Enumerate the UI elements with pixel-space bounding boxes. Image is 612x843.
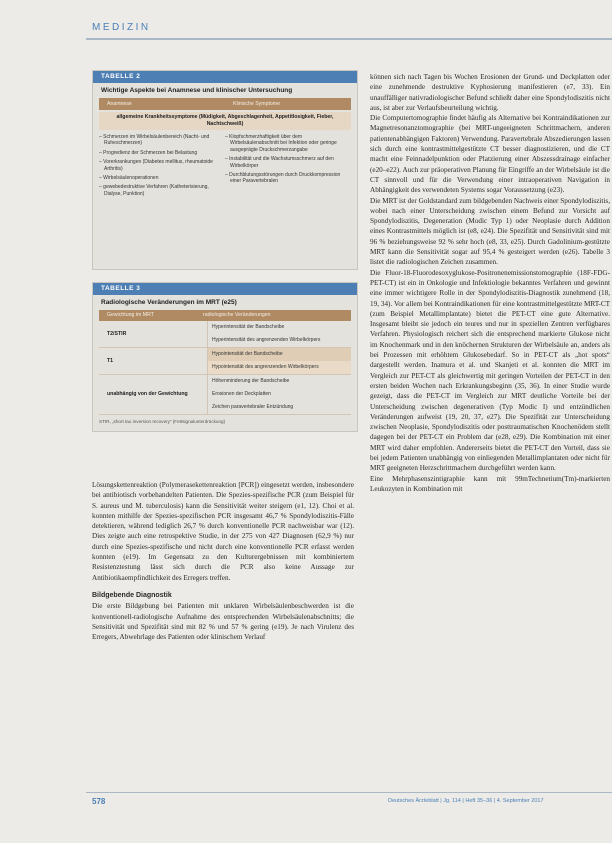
paragraph: Die erste Bildgebung bei Patienten mit unklaren Wirbelsäulenbeschwerden ist die konventionell-radiologische Aufnahme des entsprechenden Wirbelsäulenabschnitts; die Sensitivität und Spezifität sind mit 82 % und 57 % gering (e19). Je nach Virulenz des Erregers, Abwehrlage des Patienten oder klinischem Verlauf [92, 602, 354, 642]
list-item: – Instabilität und die Wachstumsschmerz auf den Wirbelkörper [225, 156, 347, 169]
paragraph: Die MRT ist der Goldstandard zum bildgebenden Nachweis einer Spondylodiszitis, wobei nach einer Unterscheidung zwischen einem Befund zur Vorsicht auf Spondylodiszitis, Degeneration (Modic Typ 1) oder Neoplasie durch Addition eines Kontrastmittels möglich ist (e8, e24). Die Spezifität und Sensitivität sind mit 96 % beziehungsweise 92 % sehr hoch (e8, 33, e25). Durch Gadolinium-gestützte MRT kann die Sensitivität sogar auf 95,4 % gesteigert werden (e26). Tabelle 3 listet die radiologischen Zeichen zusammen. [370, 196, 610, 267]
footer-rule [86, 792, 612, 793]
journal-citation: Deutsches Ärzteblatt | Jg. 114 | Heft 35–36 | 4. September 2017 [388, 798, 544, 804]
paragraph: Eine Mehrphasenszintigraphie kann mit 99mTechnetium(Tm)-markierten Leukozyten in Kombination mit [370, 474, 610, 493]
table-2-title: Wichtige Aspekte bei Anamnese und klinischer Untersuchung [101, 87, 293, 94]
table-row [99, 348, 351, 375]
table-row [99, 321, 351, 348]
list-item: – Schmerzen im Wirbelsäulenbereich (Nacht- und Ruheschmerzen) [99, 134, 221, 147]
list-item: – Wirbelsäulenoperationen [99, 175, 221, 181]
table-2-label: TABELLE 2 [93, 71, 357, 83]
section-label: MEDIZIN [92, 22, 151, 33]
group-label: T2/STIR [107, 330, 127, 337]
table-cell: Erosionen der Deckplatten [207, 388, 351, 401]
paragraph: Die Fluor-18-Fluorodesoxyglukose-Positronenemissionstomographie (18F-FDG-PET-CT) ist ein in Onkologie und Infektiologie bekanntes Verfahren und gewinnt eine immer wichtigere Rolle in der Spondylodiszitis-Diagnostik zunehmend (18, 19, 34). Vor allem bei Kontraindikationen für eine kontrastmittelgestützte MRT-CT (zum Beispiel Metallimplantate) bietet die PET-CT eine gute Alternative. Insgesamt bleibt sie jedoch ein teures und nur in speziellen Zentren verfügbares Verfahren. Physiologisch reichert sich die entsprechend markierte Glukose nicht im Knochenmark und in den knöchernen Strukturen der Wirbelsäule an, anders als bei Prozessen mit erhöhtem Glukosebedarf. So in PET-CT als „hot spots“ dargestellt werden. Inamura et al. und Skanjeti et al. konnten die MRT im Vergleich zur PET-CT als gleichwertig mit geringen Vorteilen der PET-CT in den ersten beiden Wochen nach Erkrankungsbeginn (35, 36). In einer Studie wurde gezeigt, dass die PET-CT im Vergleich zur MRT deutliche Vorteile bei der Unterscheidung zwischen degenerativen (Typ Modic I) und entzündlichen Veränderungen aufweist (19, 20, 37, e27). Die Spezifität zur Unterscheidung zwischen Neoplasie, Spondylodiszitis oder posttraumatischen Knochenödem stellt dagegen bei der PET-CT ein Problem dar (e28, e29). Die Kombination mit einer MRT wird daher empfohlen. Andererseits bietet die PET-CT den Vorteil, dass sie bei jedem Patienten unabhängig von einliegenden Metallimplantaten oder nicht für MRT geeigneten Herzschrittmachern durchgeführt werden kann. [370, 268, 610, 473]
table-2-header [99, 98, 351, 110]
paragraph: können sich nach Tagen bis Wochen Erosionen der Grund- und Deckplatten oder eine zunehmende destruktive Kyphosierung manifestieren (e7, 33). Ein unauffälliger nativradiologischer Befund schließt daher eine Spondylodiszitis nicht aus, ist aber zur Verlaufsbeurteilung wichtig. [370, 73, 610, 112]
page-number: 578 [92, 797, 106, 806]
table-2-body [99, 134, 351, 200]
table-cell: Hyperintensität des angrenzenden Wirbelkörpers [207, 334, 351, 347]
table-cell: Höhenminderung der Bandscheibe [207, 375, 351, 388]
table-2 [92, 70, 358, 270]
paragraph: Die Computertomographie findet häufig als Alternative bei Kontraindikationen zur Magnetresonanztomographie (bei MRT-ungeeigneten Schrittmachern, anderen patientenabhängigen Faktoren) Verwendung. Paravertebrale Abszedierungen lassen sich durch eine kontrastmittelgestützte CT besser diagnostizieren, und die CT macht eine Feinnadelpunktion oder Platzierung einer Abszessdrainage einfacher (e20–e22). Auch zur präoperativen Planung für Eingriffe an der Wirbelsäule ist die CT sinnvoll und für die Verwendung einer intraoperativen Navigation in Abhängigkeit des verwendeten Systems sogar Voraussetzung (e23). [370, 114, 610, 195]
header-rule [86, 38, 612, 40]
subheading: Bildgebende Diagnostik [92, 591, 172, 599]
paragraph: Lösungskettenreaktion (Polymerasekettenreaktion [PCR]) eingesetzt werden, insbesondere bei antibiotisch vorbehandelten Patienten. Die Spezies-spezifische PCR (zum Beispiel für S. aureus und M. tuberculosis) kann die Sensitivität weiter steigern (e1, 12). Choi et al. konnten mithilfe der Spezies-spezifischen PCR insgesamt 46,7 % Spondylodiszitis-Fälle detektieren, während lediglich 26,7 % durch konventionelle PCR nachweisbar war (12). Dies zeigte auch eine retrospektive Studie, in der 275 von 427 Diagnosen (62,9 %) nur durch eine Spezies-spezifische und nicht durch eine konventionelle PCR erfasst werden konnten (e19). Im Gegensatz zu den Kulturergebnissen mit kombiniertem Resistenztestung lässt sich durch die PCR also keine Aussage zur Antibiotikaempfindlichkeit des Erregers treffen. [92, 481, 354, 582]
table-3-header-changes: radiologische Veränderungen [203, 312, 271, 318]
list-item: – gewebedestruktive Verfahren (Katheterisierung, Dialyse, Punktion) [99, 184, 221, 197]
table-2-header-symptome: Klinische Symptome [233, 101, 280, 107]
table-2-band: allgemeine Krankheitssymptome (Müdigkeit, Abgeschlagenheit, Appetitlosigkeit, Fieber, Nachtschweiß) [99, 112, 351, 130]
left-text-column [92, 480, 354, 642]
list-item: – Klopfschmerzhaftigkeit über dem Wirbelsäulenabschnitt bei Infektion oder geringe ausgeprägte Druckschmerzangabe [225, 134, 347, 153]
table-cell: Zeichen paravertebraler Entzündung [207, 401, 351, 414]
table-3-footnote: STIR, „short tau inversion recovery“ (Fettsignalunterdrückung) [99, 419, 226, 424]
table-3-title: Radiologische Veränderungen im MRT (e25) [101, 299, 237, 306]
list-item: – Durchblutungsstörungen durch Druckkompression einer Paravertebralen [225, 172, 347, 185]
table-cell: Hypointensität der Bandscheibe [207, 348, 351, 361]
symptome-list [225, 134, 351, 200]
table-row [99, 375, 351, 415]
table-3-label: TABELLE 3 [93, 283, 357, 295]
list-item: – Vorerkrankungen (Diabetes mellitus, rheumatoide Arthritis) [99, 159, 221, 172]
table-cell: Hypointensität des angrenzenden Wirbelkörpers [207, 361, 351, 374]
right-text-column [370, 72, 610, 494]
table-3-header-weighting: Gewichtung im MRT [107, 312, 154, 318]
anamnese-list [99, 134, 225, 200]
group-label: unabhängig von der Gewichtung [107, 391, 188, 398]
table-cell: Hyperintensität der Bandscheibe [207, 321, 351, 334]
group-label: T1 [107, 357, 114, 364]
table-3 [92, 282, 358, 432]
table-2-header-anamnese: Anamnese [107, 101, 132, 107]
list-item: – Progredienz der Schmerzen bei Belastung [99, 150, 221, 156]
table-3-header [99, 310, 351, 321]
